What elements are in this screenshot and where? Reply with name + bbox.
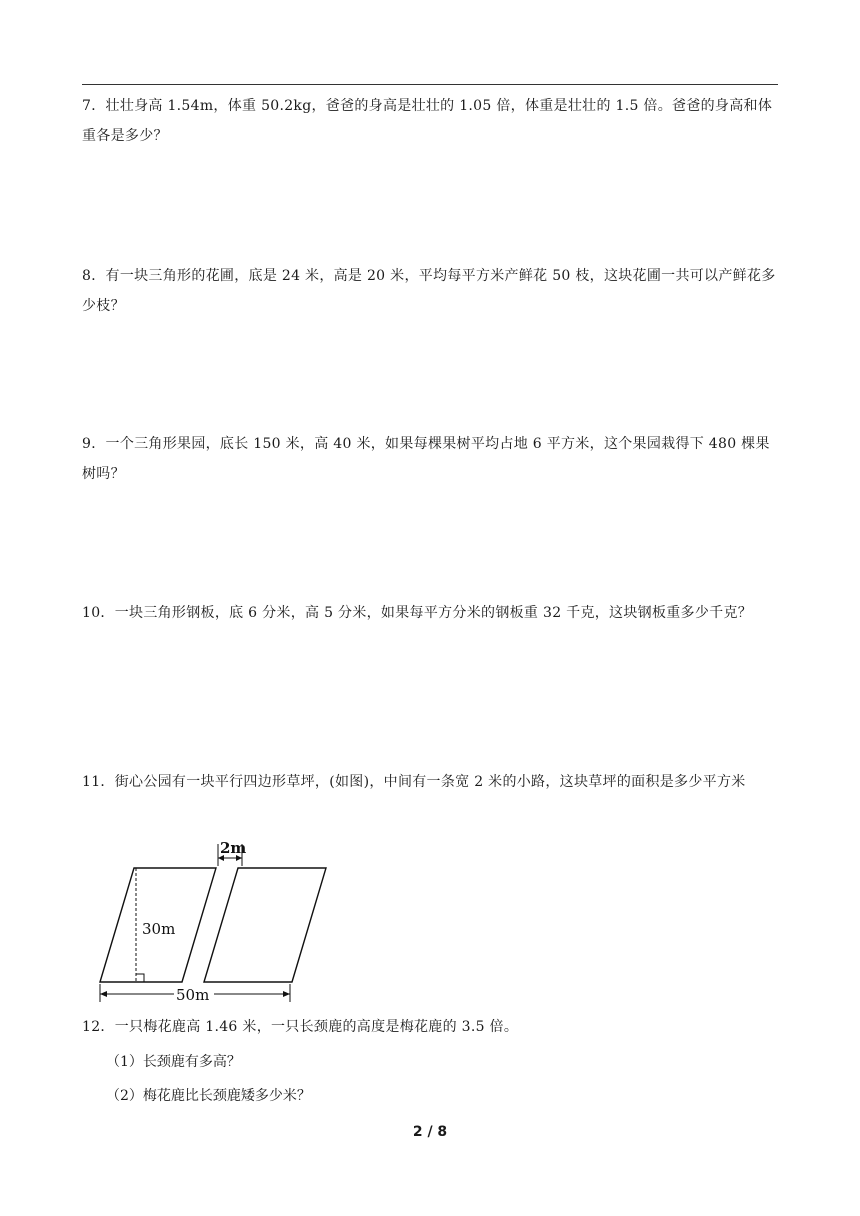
question-number: 8．: [82, 268, 106, 284]
base-label: 50m: [176, 986, 210, 1004]
lawn-right-piece: [204, 868, 326, 982]
question-number: 12．: [82, 1019, 115, 1035]
question-8: [82, 261, 782, 321]
right-angle-mark: [136, 974, 144, 982]
question-text: 街心公园有一块平行四边形草坪，(如图)，中间有一条宽 2 米的小路，这块草坪的面积是多少平方米: [114, 774, 746, 790]
question-11: [82, 767, 782, 797]
header-rule: [82, 84, 778, 85]
parallelogram-lawn-figure: [96, 838, 336, 1008]
question-text: 一块三角形钢板，底 6 分米，高 5 分米，如果每平方分米的钢板重 32 千克，这块钢板重多少千克？: [114, 605, 753, 621]
sub-question-1: （1）长颈鹿有多高？: [106, 1054, 241, 1070]
question-number: 10．: [82, 605, 115, 621]
base-dim-arrow-right: [283, 991, 290, 997]
base-dim-arrow-left: [100, 991, 107, 997]
question-number: 7．: [82, 98, 106, 114]
question-7: [82, 91, 782, 151]
question-text: 一个三角形果园，底长 150 米，高 40 米，如果每棵果树平均占地 6 平方米，这个果园栽得下 480 棵果树吗？: [82, 436, 770, 482]
height-label: 30m: [142, 920, 176, 938]
sub-question-2: （2）梅花鹿比长颈鹿矮多少米？: [106, 1088, 311, 1104]
question-text: 一只梅花鹿高 1.46 米，一只长颈鹿的高度是梅花鹿的 3.5 倍。: [114, 1019, 519, 1035]
question-text: 有一块三角形的花圃，底是 24 米，高是 20 米，平均每平方米产鲜花 50 枝，这块花圃一共可以产鲜花多少枝？: [82, 268, 776, 314]
question-text: 壮壮身高 1.54m，体重 50.2kg，爸爸的身高是壮壮的 1.05 倍，体重是壮壮的 1.5 倍。爸爸的身高和体重各是多少？: [82, 98, 773, 144]
path-width-label: 2m: [220, 839, 247, 857]
question-number: 9．: [82, 436, 106, 452]
question-12: [82, 1012, 782, 1042]
question-10: [82, 598, 782, 628]
question-9: [82, 429, 782, 489]
page-number: 2 / 8: [412, 1124, 448, 1140]
question-number: 11．: [82, 774, 115, 790]
